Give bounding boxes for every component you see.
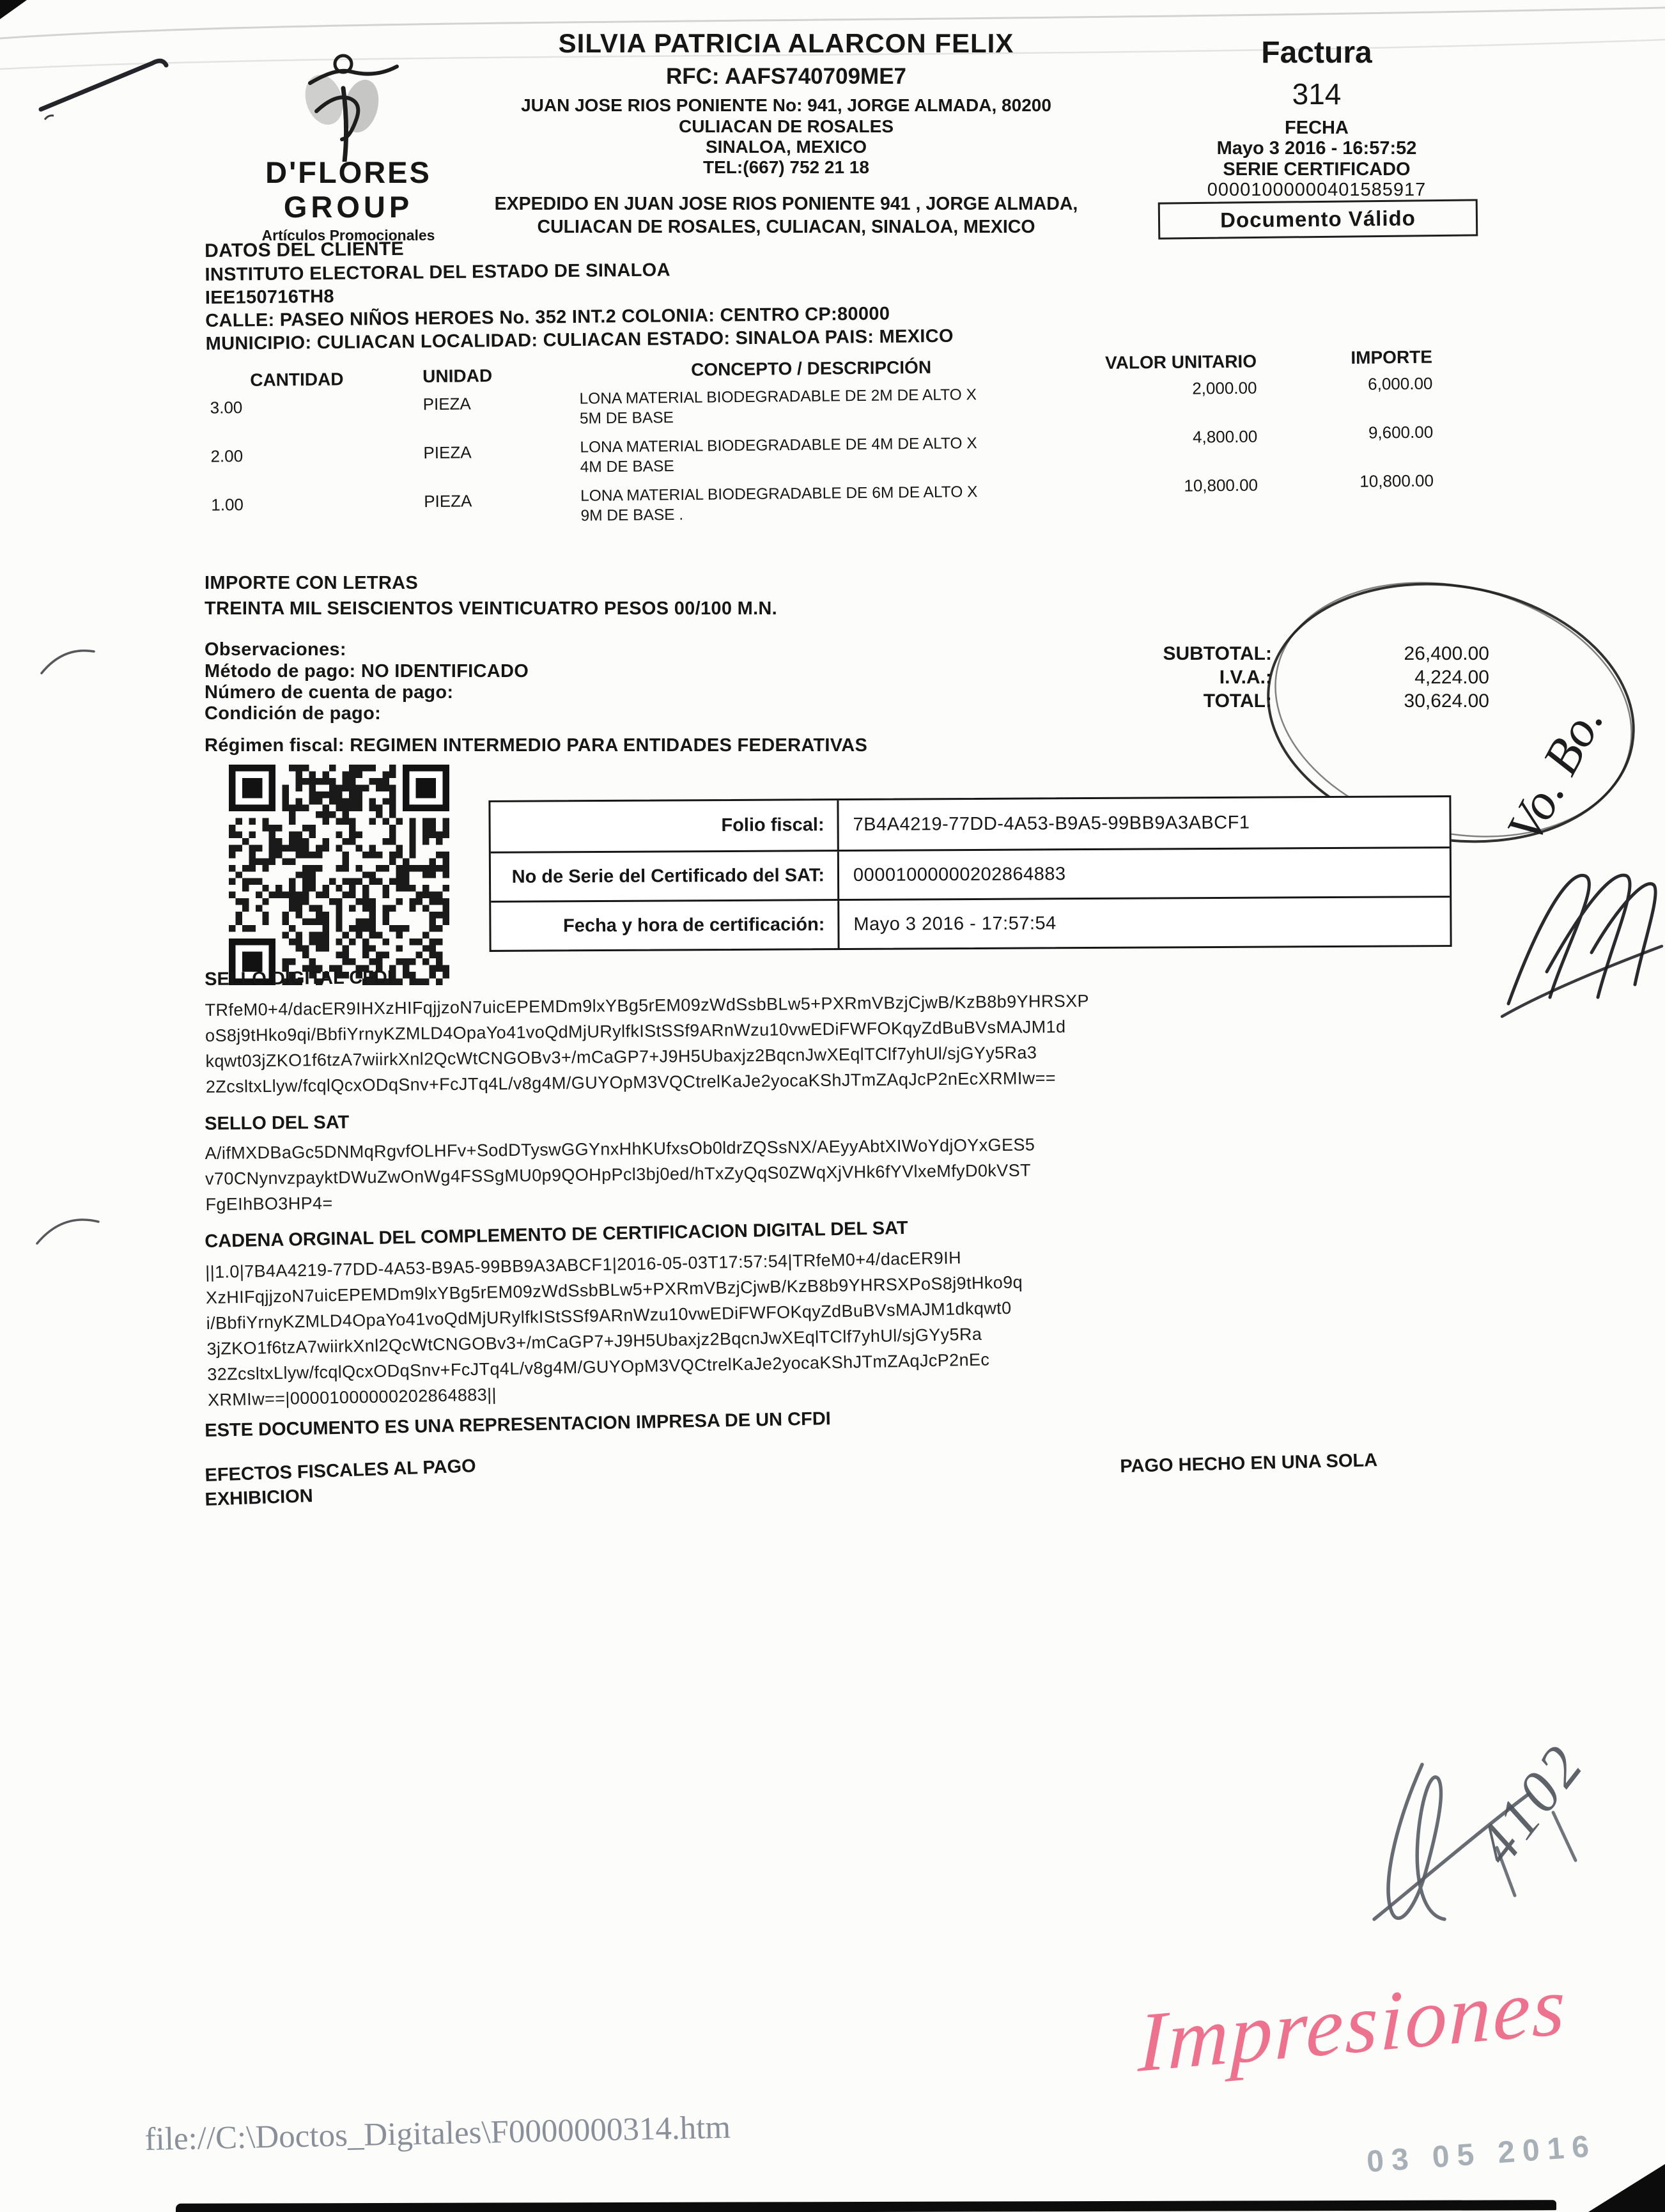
cfdi-note: ESTE DOCUMENTO ES UNA REPRESENTACION IMPRESA DE UN CFDI bbox=[205, 1408, 832, 1441]
importe-letras-value: TREINTA MIL SEISCIENTOS VEINTICUATRO PESOS 00/100 M.N. bbox=[205, 598, 778, 619]
efectos-line-1: EFECTOS FISCALES AL PAGO bbox=[205, 1456, 477, 1486]
item-concepto: LONA MATERIAL BIODEGRADABLE DE 6M DE ALTO X 9M DE BASE . bbox=[580, 483, 978, 525]
fecha-value: Mayo 3 2016 - 16:57:52 bbox=[1216, 138, 1417, 159]
invoice-title: Factura bbox=[1261, 36, 1372, 70]
client-name: INSTITUTO ELECTORAL DEL ESTADO DE SINALOA bbox=[205, 260, 670, 285]
item-valor-unitario: 4,800.00 bbox=[1192, 426, 1258, 447]
fecha-cert-label: Fecha y hora de certificación: bbox=[491, 901, 839, 950]
iva-label: I.V.A.: bbox=[1219, 667, 1272, 688]
item-importe: 9,600.00 bbox=[1368, 422, 1434, 442]
logo-title-line2: GROUP bbox=[283, 190, 414, 224]
scan-corner-artifact-bottom-right bbox=[1588, 2164, 1665, 2212]
pen-mark-left-1 bbox=[35, 636, 105, 681]
cadena-block bbox=[205, 1214, 1103, 1410]
item-valor-unitario: 2,000.00 bbox=[1192, 378, 1257, 398]
issuer-rfc: RFC: AAFS740709ME7 bbox=[665, 64, 907, 89]
vobo-annotation: Vo. Bo. bbox=[1496, 696, 1615, 852]
item-concepto: LONA MATERIAL BIODEGRADABLE DE 4M DE ALTO X 4M DE BASE bbox=[580, 435, 977, 476]
item-unidad: PIEZA bbox=[423, 442, 472, 463]
logo-tagline: Artículos Promocionales bbox=[261, 227, 435, 244]
serie-value: 00001000000401585917 bbox=[1207, 180, 1427, 200]
subtotal-value: 26,400.00 bbox=[1404, 643, 1489, 664]
cadena-line: ||1.0|7B4A4219-77DD-4A53-B9A5-99BB9A3ABCF1|2016-05-03T17:57:54|TRfeM0+4/dacER9IH bbox=[205, 1248, 962, 1282]
importe-letras-label: IMPORTE CON LETRAS bbox=[205, 573, 419, 593]
item-importe: 10,800.00 bbox=[1359, 471, 1434, 491]
cadena-line: 32ZcsltxLlyw/fcqlQcxODqSnv+FcJTq4L/v8g4M/GUYOpM3VQCtrelKaJe2yocaKShJTmZAqJcP2nEc bbox=[207, 1350, 990, 1384]
issuer-phone: TEL:(667) 752 21 18 bbox=[703, 157, 869, 177]
cadena-line: XRMIw==|00001000000202864883|| bbox=[207, 1385, 497, 1410]
issuer-address-2: CULIACAN DE ROSALES bbox=[678, 116, 894, 136]
sello-cfdi-line: 2ZcsltxLlyw/fcqlQcxODqSnv+FcJTq4L/v8g4M/GUYOpM3VQCtrelKaJe2yocaKShJTmZAqJcP2nEcXRMIw== bbox=[205, 1068, 1057, 1096]
fiscal-row-serie-sat bbox=[491, 846, 1450, 901]
sello-cfdi-line: oS8j9tHko9qi/BbfiYrnyKZMLD4OpaYo41voQdMjURylfkIStSSf9ARnWzu10vwEDiFWFOKqyZdBuBVsMAJM1d bbox=[205, 1016, 1066, 1045]
sello-sat-title: SELLO DEL SAT bbox=[205, 1112, 350, 1134]
cadena-line: i/BbfiYrnyKZMLD4OpaYo41voQdMjURylfkIStSSf9ARnWzu10vwEDiFWFOKqyZdBuBVsMAJM1dkqwt0 bbox=[206, 1298, 1012, 1333]
sello-cfdi-title: SELLO DIGITAL CFDI bbox=[205, 967, 393, 990]
serie-label: SERIE CERTIFICADO bbox=[1223, 159, 1411, 180]
invoice-number: 314 bbox=[1292, 77, 1342, 111]
folio-fiscal-value: 7B4A4219-77DD-4A53-B9A5-99BB9A3ABCF1 bbox=[853, 812, 1250, 835]
items-header-unidad: UNIDAD bbox=[422, 365, 493, 387]
signature-scribble bbox=[1489, 812, 1665, 1023]
sello-sat-block bbox=[205, 1104, 1101, 1215]
client-location: MUNICIPIO: CULIACAN LOCALIDAD: CULIACAN ESTADO: SINALOA PAIS: MEXICO bbox=[205, 325, 954, 354]
file-path-footer: file://C:\Doctos_Digitales\F0000000314.htm bbox=[144, 2109, 731, 2158]
item-row bbox=[5, 471, 1665, 525]
expedido-line-2: CULIACAN DE ROSALES, CULIACAN, SINALOA, MEXICO bbox=[537, 217, 1035, 237]
serie-sat-label: No de Serie del Certificado del SAT: bbox=[491, 852, 839, 901]
issuer-address-1: JUAN JOSE RIOS PONIENTE No: 941, JORGE ALMADA, 80200 bbox=[521, 95, 1051, 115]
iva-value: 4,224.00 bbox=[1414, 667, 1489, 688]
fiscal-row-folio bbox=[490, 797, 1449, 852]
items-header-importe: IMPORTE bbox=[1351, 347, 1433, 368]
fecha-label: FECHA bbox=[1285, 118, 1349, 138]
cadena-line: XzHIFqjjzoN7uicEPEMDm9lxYBg5rEM09zWdSsbBLw5+PXRmVBzjCjwB/KzB8b9YHRSXPoS8j9tHko9q bbox=[205, 1272, 1023, 1307]
sello-cfdi-block bbox=[205, 960, 1101, 1097]
items-table bbox=[0, 0, 1665, 575]
client-rfc: IEE150716TH8 bbox=[205, 286, 335, 308]
cadena-title: CADENA ORGINAL DEL COMPLEMENTO DE CERTIFICACION DIGITAL DEL SAT bbox=[205, 1217, 908, 1252]
observaciones-label: Observaciones: bbox=[205, 639, 346, 660]
documento-valido-label: Documento Válido bbox=[1220, 206, 1416, 232]
sello-sat-line: A/ifMXDBaGc5DNMqRgvfOLHFv+SodDTyswGGYnxHhKUfxsOb0ldrZQSsNX/AEyyAbtXIWoYdjOYxGES5 bbox=[205, 1135, 1035, 1163]
total-label: TOTAL: bbox=[1203, 690, 1272, 712]
cadena-line: 3jZKO1f6tzA7wiirkXnl2QcWtCNGOBv3+/mCaGP7+J9H5Ubaxjz2BqcnJwXEqlTClf7yhUl/sjGYy5Ra bbox=[206, 1324, 982, 1359]
issuer-address-3: SINALOA, MEXICO bbox=[705, 137, 867, 157]
sello-cfdi-line: kqwt03jZKO1f6tzA7wiirkXnl2QcWtCNGOBv3+/mCaGP7+J9H5Ubaxjz2BqcnJwXEqlTClf7yhUl/sjGYy5Ra3 bbox=[205, 1043, 1037, 1071]
item-concepto: LONA MATERIAL BIODEGRADABLE DE 2M DE ALTO X 5M DE BASE bbox=[579, 386, 977, 428]
client-address: CALLE: PASEO NIÑOS HEROES No. 352 INT.2 COLONIA: CENTRO CP:80000 bbox=[205, 303, 890, 331]
items-header-cantidad: CANTIDAD bbox=[250, 369, 344, 390]
item-importe: 6,000.00 bbox=[1368, 373, 1433, 394]
pencil-number: 4102 bbox=[1464, 1731, 1597, 1876]
fiscal-row-fecha-cert bbox=[491, 896, 1450, 950]
item-cantidad: 1.00 bbox=[211, 495, 244, 515]
metodo-pago: Método de pago: NO IDENTIFICADO bbox=[205, 661, 529, 682]
total-value: 30,624.00 bbox=[1404, 690, 1489, 712]
efectos-line-2: EXHIBICION bbox=[205, 1486, 314, 1510]
client-section-title: DATOS DEL CLIENTE bbox=[205, 238, 405, 261]
items-header-valor-unitario: VALOR UNITARIO bbox=[1104, 351, 1257, 373]
pen-mark-left-2 bbox=[32, 1205, 109, 1250]
sello-sat-line: v70CNynvzpayktDWuZwOnWg4FSSgMU0p9QOHpPcl3bj0ed/hTxZyQqS0ZWqXjVHk6fYVlxeMfyD0kVST bbox=[205, 1160, 1032, 1188]
expedido-line-1: EXPEDIDO EN JUAN JOSE RIOS PONIENTE 941 , JORGE ALMADA, bbox=[494, 194, 1078, 214]
sello-sat-line: FgEIhBO3HP4= bbox=[205, 1193, 333, 1214]
scan-bar-artifact-bottom bbox=[176, 2200, 1556, 2212]
regimen-fiscal: Régimen fiscal: REGIMEN INTERMEDIO PARA ENTIDADES FEDERATIVAS bbox=[205, 735, 868, 756]
item-cantidad: 2.00 bbox=[210, 446, 244, 466]
fecha-cert-value: Mayo 3 2016 - 17:57:54 bbox=[853, 912, 1057, 935]
impresiones-annotation: Impresiones bbox=[1137, 1958, 1568, 2090]
qr-code bbox=[229, 765, 449, 985]
pago-note: PAGO HECHO EN UNA SOLA bbox=[1120, 1450, 1378, 1477]
item-unidad: PIEZA bbox=[424, 491, 472, 511]
item-valor-unitario: 10,800.00 bbox=[1184, 475, 1258, 495]
condicion-pago: Condición de pago: bbox=[205, 703, 382, 724]
folio-fiscal-label: Folio fiscal: bbox=[490, 800, 839, 852]
cuenta-pago: Número de cuenta de pago: bbox=[205, 682, 454, 703]
item-unidad: PIEZA bbox=[422, 394, 471, 414]
date-stamp: 03 05 2016 bbox=[1365, 2129, 1598, 2179]
serie-sat-value: 00001000000202864883 bbox=[853, 863, 1066, 885]
item-row bbox=[4, 422, 1665, 476]
logo-title-line1: D'FLORES bbox=[265, 155, 431, 189]
item-cantidad: 3.00 bbox=[210, 398, 243, 417]
issuer-name: SILVIA PATRICIA ALARCON FELIX bbox=[558, 28, 1014, 58]
items-header-concepto: CONCEPTO / DESCRIPCIÓN bbox=[690, 357, 932, 380]
sello-cfdi-line: TRfeM0+4/dacER9IHXzHIFqjjzoN7uicEPEMDm9lxYBg5rEM09zWdSsbBLw5+PXRmVBzjCjwB/KzB8b9YHRSXP bbox=[205, 991, 1090, 1020]
fiscal-table bbox=[488, 795, 1452, 952]
subtotal-label: SUBTOTAL: bbox=[1163, 643, 1272, 664]
